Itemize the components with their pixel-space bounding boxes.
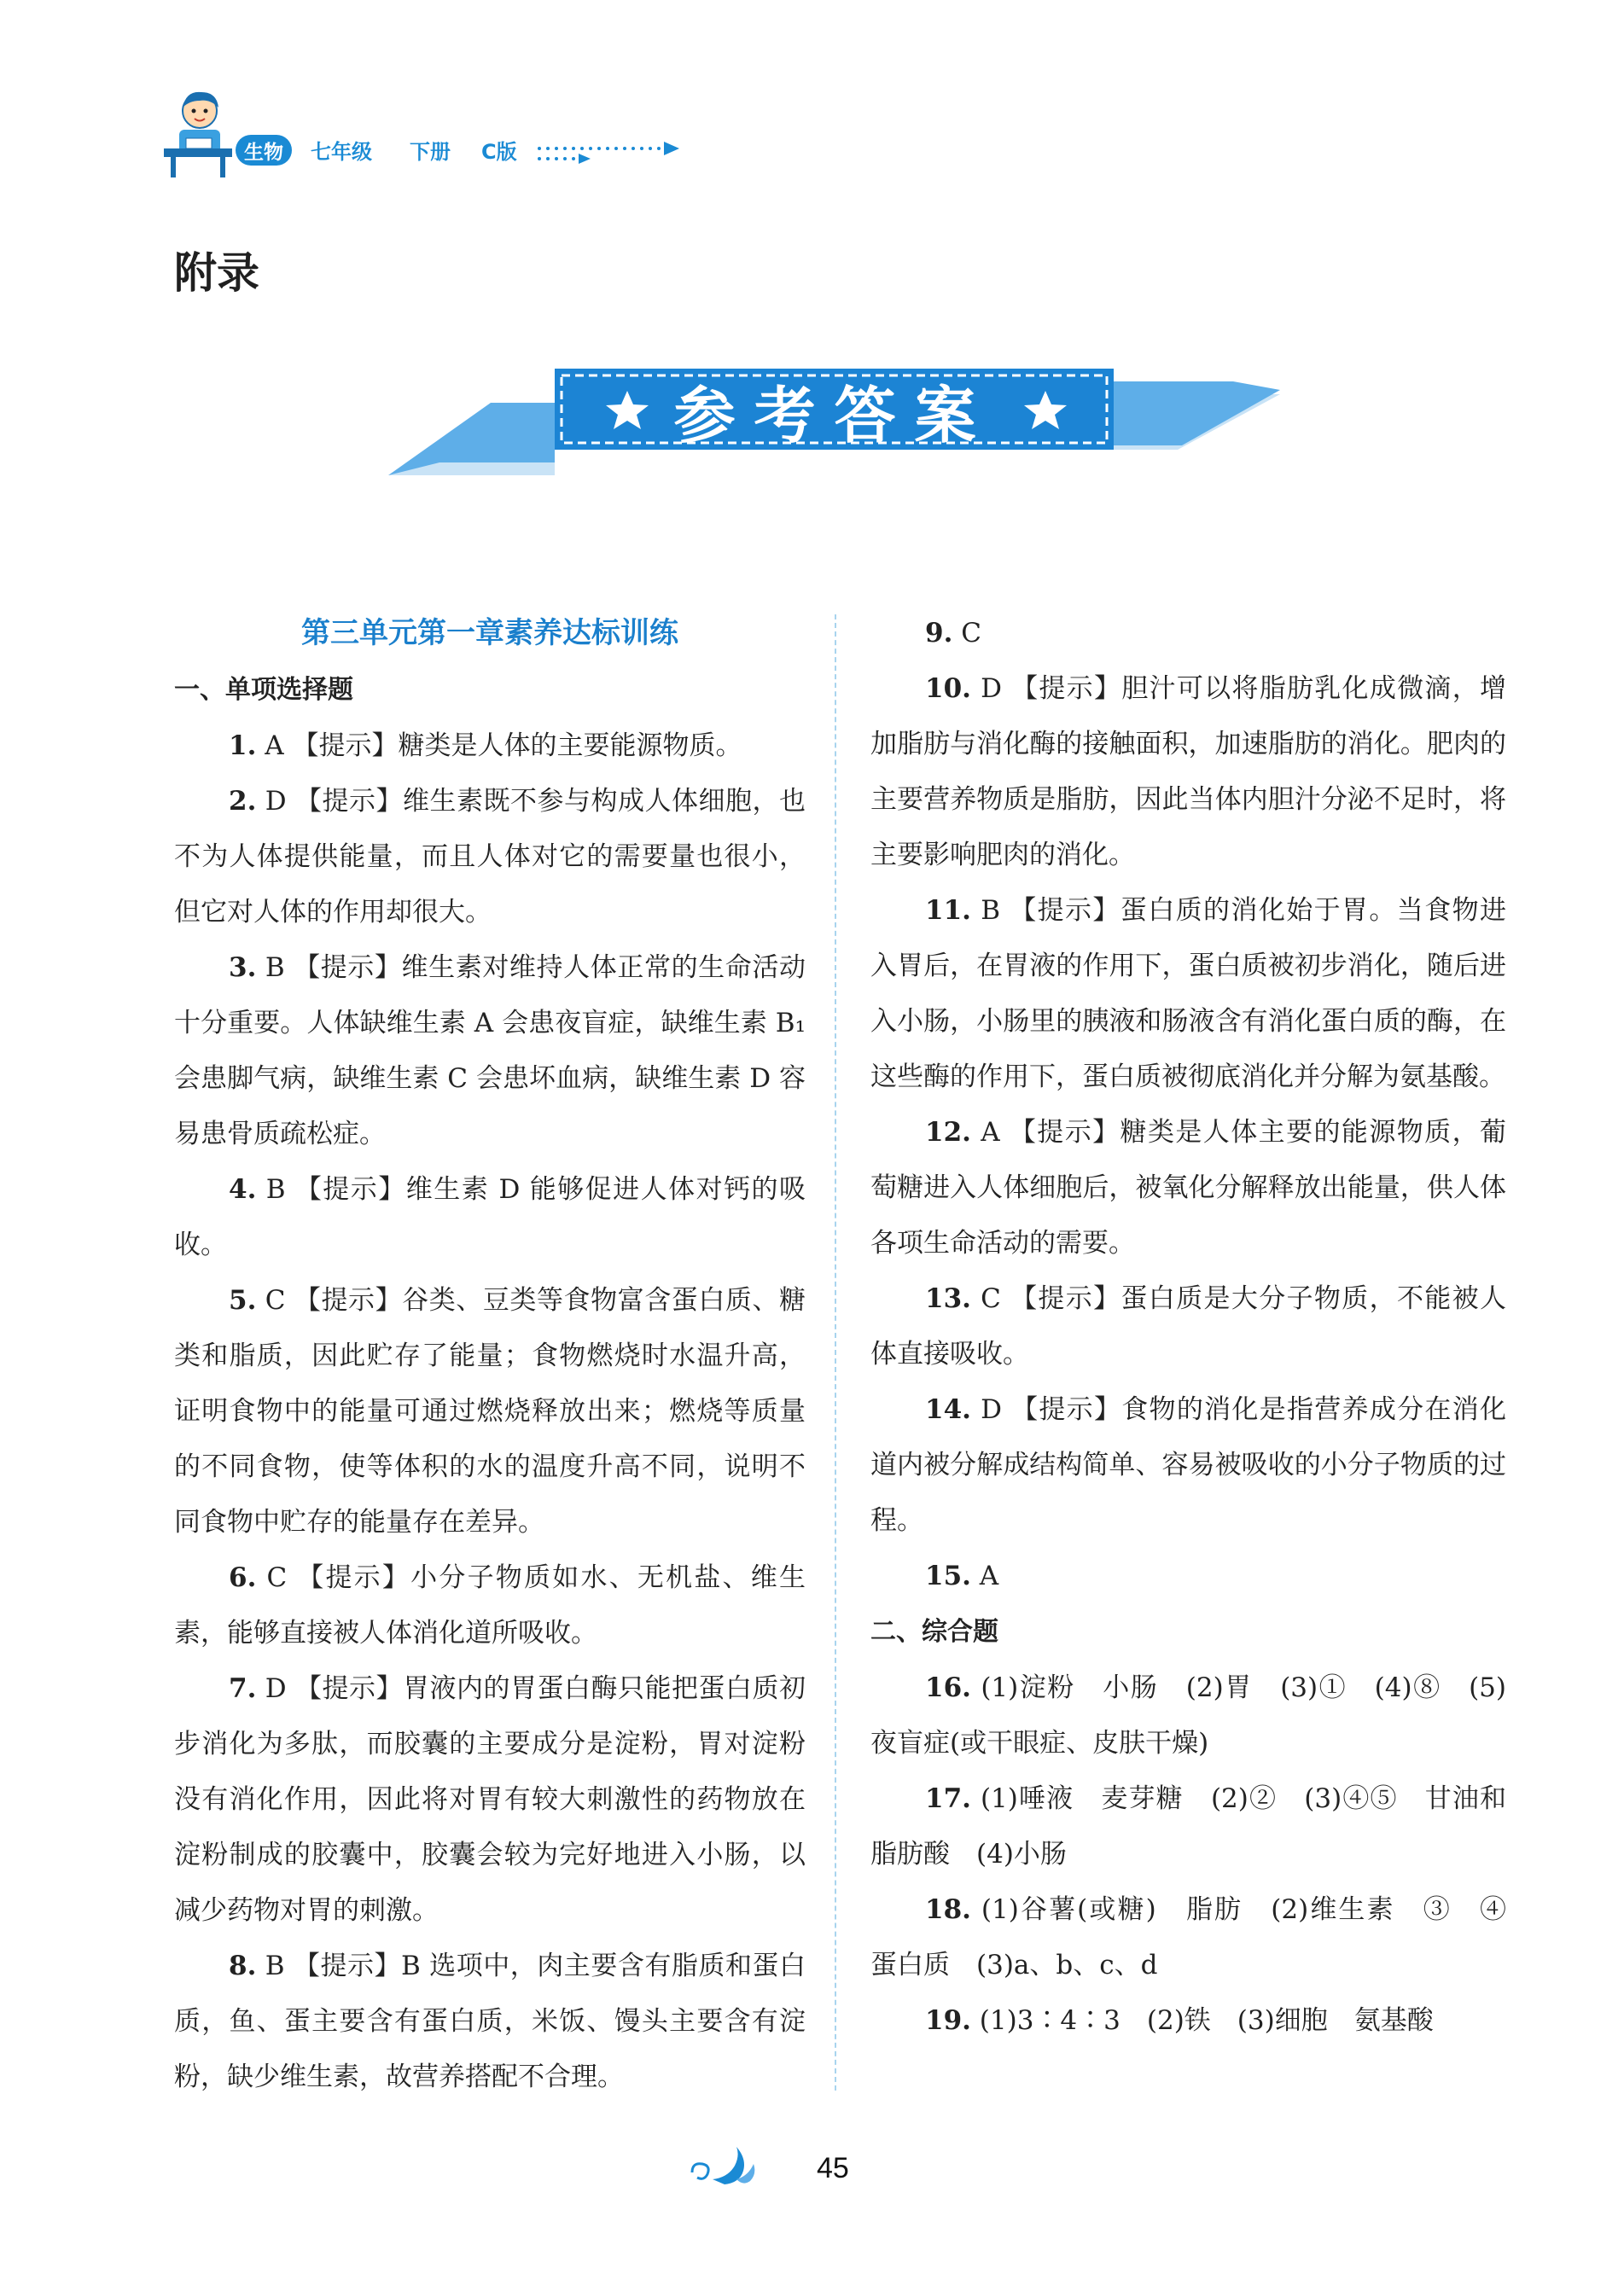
edition-label: C版 <box>481 140 517 164</box>
subsection-heading: 二、综合题 <box>870 1617 998 1647</box>
answer-item: 10. D 【提示】胆汁可以将脂肪乳化成微滴，增加脂肪与消化酶的接触面积，加速脂肪的消化。肥肉的主要营养物质是脂肪，因此当体内胆汁分泌不足时，将主要影响肥肉的消化。 <box>870 673 1506 870</box>
page-number: 45 <box>817 2152 849 2184</box>
answer-item: 11. B 【提示】蛋白质的消化始于胃。当食物进入胃后，在胃液的作用下，蛋白质被初步消化，随后进入小肠，小肠里的胰液和肠液含有消化蛋白质的酶，在这些酶的作用下，蛋白质被彻底消化并分解为氨基酸。 <box>870 895 1507 1092</box>
subsection-heading: 一、单项选择题 <box>174 675 353 705</box>
page-title: 附录 <box>174 248 259 298</box>
answer-item: 2. D 【提示】维生素既不参与构成人体细胞，也不为人体提供能量，而且人体对它的需要量也很小，但它对人体的作用却很大。 <box>174 786 806 928</box>
dotted-arrow-icon <box>536 133 690 167</box>
answer-item: 15. A <box>925 1561 999 1591</box>
answer-item: 7. D 【提示】胃液内的胃蛋白酶只能把蛋白质初步消化为多肽，而胶囊的主要成分是淀粉，胃对淀粉没有消化作用，因此将对胃有较大刺激性的药物放在淀粉制成的胶囊中，胶囊会较为完好地进入小肠，以减少药物对胃的刺激。 <box>174 1673 806 1926</box>
answer-item: 13. C 【提示】蛋白质是大分子物质，不能被人体直接吸收。 <box>870 1283 1506 1370</box>
page-footer <box>636 2142 892 2193</box>
subject-badge: 生物 <box>236 135 292 166</box>
swirl-ornament-icon <box>687 2142 759 2190</box>
left-column <box>174 606 806 2105</box>
answer-item: 12. A 【提示】糖类是人体主要的能源物质，葡萄糖进入人体细胞后，被氧化分解释放出能量，供人体各项生命活动的需要。 <box>870 1117 1506 1259</box>
right-column <box>870 606 1534 2049</box>
column-divider <box>835 614 836 2091</box>
answer-item: 9. C <box>925 618 981 648</box>
answer-item: 3. B 【提示】维生素对维持人体正常的生命活动十分重要。人体缺维生素 A 会患夜盲症，缺维生素 B₁ 会患脚气病，缺维生素 C 会患坏血病，缺维生素 D 容易患骨质疏松症。 <box>174 952 806 1149</box>
answer-item: 4. B 【提示】维生素 D 能够促进人体对钙的吸收。 <box>174 1174 806 1260</box>
answer-item: 5. C 【提示】谷类、豆类等食物富含蛋白质、糖类和脂质，因此贮存了能量；食物燃烧时水温升高，证明食物中的能量可通过燃烧释放出来；燃烧等质量的不同食物，使等体积的水的温度升高不同，说明不同食物中贮存的能量存在差异。 <box>174 1285 806 1538</box>
answer-item: 16. (1)淀粉 小肠 (2)胃 (3)① (4)⑧ (5)夜盲症(或干眼症、皮肤干燥) <box>870 1672 1507 1759</box>
answer-item: 18. (1)谷薯(或糖) 脂肪 (2)维生素 ③ ④ 蛋白质 (3)a、b、c、d <box>870 1894 1534 1980</box>
volume-label: 下册 <box>410 140 451 164</box>
answer-item: 14. D 【提示】食物的消化是指营养成分在消化道内被分解成结构简单、容易被吸收的小分子物质的过程。 <box>870 1394 1506 1536</box>
page-header <box>160 85 715 179</box>
banner-title: 参考答案 <box>673 380 995 451</box>
answer-item: 1. A 【提示】糖类是人体的主要能源物质。 <box>229 730 742 761</box>
student-mascot-icon <box>160 85 242 179</box>
grade-label: 七年级 <box>311 140 372 164</box>
answer-item: 17. (1)唾液 麦芽糖 (2)② (3)④⑤ 甘油和脂肪酸 (4)小肠 <box>870 1783 1507 1870</box>
answer-item: 19. (1)3∶4∶3 (2)铁 (3)细胞 氨基酸 <box>925 2005 1434 2036</box>
section-title: 第三单元第一章素养达标训练 <box>301 616 678 650</box>
answer-item: 8. B 【提示】B 选项中，肉主要含有脂质和蛋白质，鱼、蛋主要含有蛋白质，米饭、馒头主要含有淀粉，缺少维生素，故营养搭配不合理。 <box>174 1951 806 2092</box>
answer-item: 6. C 【提示】小分子物质如水、无机盐、维生素，能够直接被人体消化道所吸收。 <box>174 1562 806 1649</box>
